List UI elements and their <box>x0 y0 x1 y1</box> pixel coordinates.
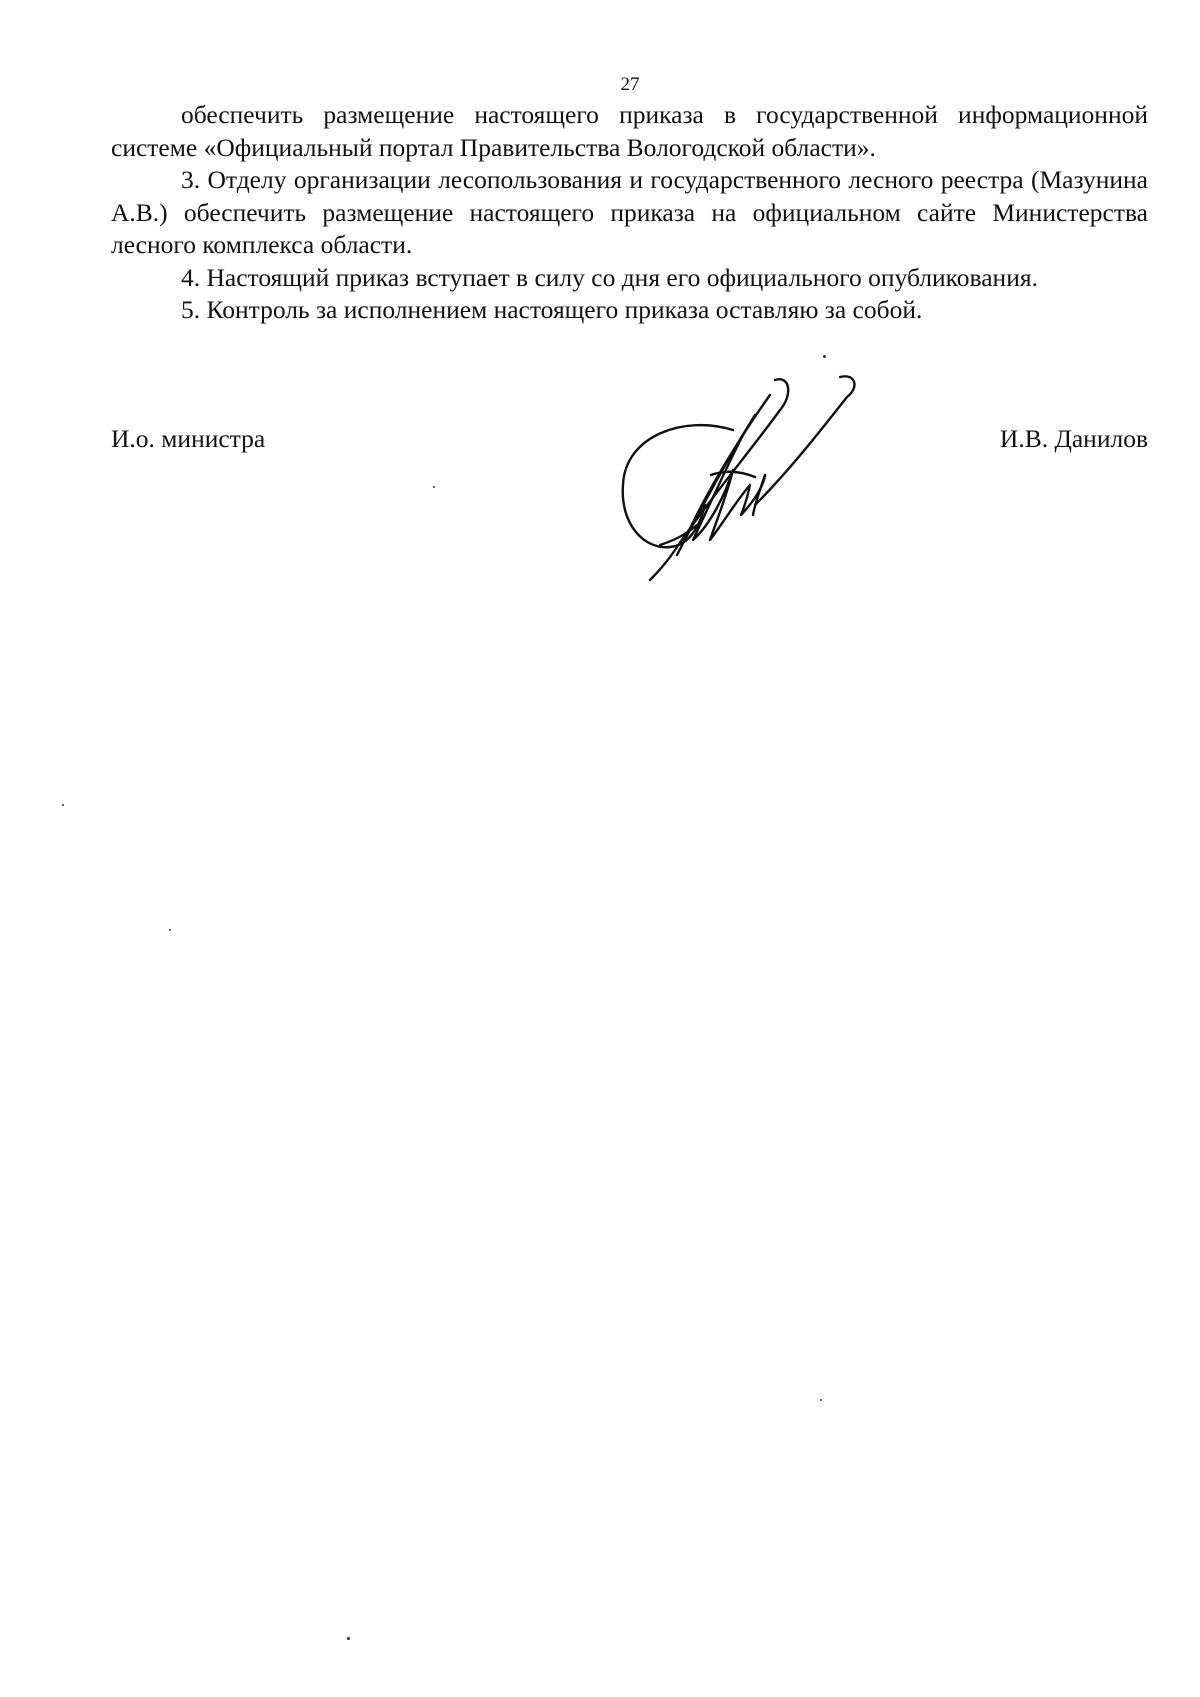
order-body <box>111 99 1148 327</box>
paragraph-item-4: 4. Настоящий приказ вступает в силу со дня его официального опубликования. <box>181 262 1038 292</box>
scan-speck <box>823 355 826 358</box>
paragraph-portal-publication: обеспечить размещение настоящего приказа в государственной информационной системе «Официальный портал Правительства Вологодской области». <box>111 100 1148 162</box>
paragraph-item-5: 5. Контроль за исполнением настоящего приказа оставляю за собой. <box>181 295 923 324</box>
scan-speck <box>433 486 435 488</box>
scan-speck <box>62 804 64 806</box>
scan-speck <box>169 929 171 931</box>
paragraph-item-3: 3. Отделу организации лесопользования и государственного лесного реестра (Мазунина А.В.) обеспечить размещение настоящего приказа на официальном сайте Министерства лесного комплекса области. <box>111 165 1148 259</box>
scan-speck <box>820 1399 822 1401</box>
signatory-position: И.о. министра <box>111 424 266 453</box>
signatory-name: И.В. Данилов <box>999 424 1148 453</box>
handwritten-signature <box>615 375 895 585</box>
scan-speck <box>347 1637 350 1640</box>
page-number: 27 <box>620 74 640 95</box>
